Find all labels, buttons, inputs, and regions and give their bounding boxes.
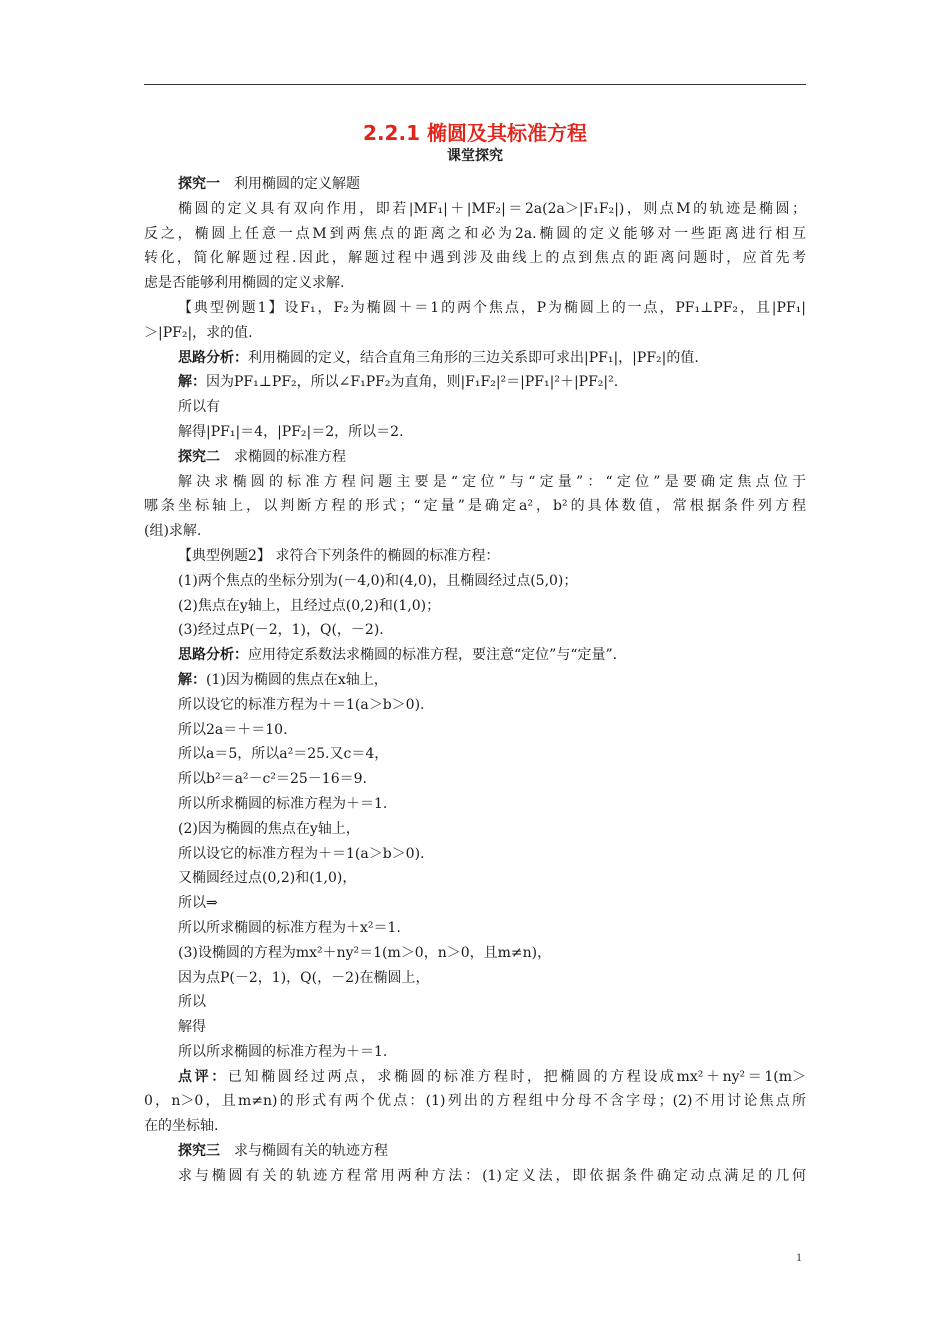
line-text: 所以所求椭圆的标准方程为＋x²＝1. — [178, 919, 401, 936]
line-label: 思路分析： — [178, 349, 248, 366]
text-line — [144, 346, 806, 371]
page-subtitle: 课堂探究 — [447, 148, 503, 164]
text-line — [144, 767, 806, 792]
line-label: 探究一 — [178, 176, 220, 192]
line-label: 解： — [178, 671, 206, 688]
line-text: (3)设椭圆的方程为mx²＋ny²＝1(m＞0，n＞0，且m≠n)， — [178, 944, 552, 961]
line-text: (2)因为椭圆的焦点在y轴上， — [178, 820, 360, 837]
line-label: 探究三 — [178, 1143, 220, 1160]
text-line — [144, 1015, 806, 1040]
line-text: 0，n＞0，且m≠n)的形式有两个优点：(1)列出的方程组中分母不含字母；(2)不用讨论焦点所 — [144, 1093, 806, 1110]
text-line — [144, 569, 806, 594]
line-text: 利用椭圆的定义，结合直角三角形的三边关系即可求出|PF₁|，|PF₂|的值. — [248, 349, 699, 366]
text-line — [144, 395, 806, 420]
text-line — [144, 370, 806, 395]
text-line — [144, 891, 806, 916]
line-text: 虑是否能够利用椭圆的定义求解. — [144, 275, 345, 292]
line-text: (1)两个焦点的坐标分别为(－4,0)和(4,0)，且椭圆经过点(5,0)； — [178, 572, 578, 589]
text-line — [144, 222, 806, 247]
text-line — [144, 1040, 806, 1065]
text-lines — [144, 172, 806, 1189]
text-line — [144, 966, 806, 991]
line-text: 所以设它的标准方程为＋＝1(a＞b＞0). — [178, 845, 425, 862]
line-label: 点评： — [178, 1068, 228, 1085]
text-line — [144, 197, 806, 222]
line-text: 所以b²＝a²－c²＝25－16＝9. — [178, 771, 367, 788]
line-text: 所以2a＝＋＝10. — [178, 721, 288, 738]
text-line — [144, 916, 806, 941]
text-line — [144, 643, 806, 668]
line-text: 转化，简化解题过程.因此，解题过程中遇到涉及曲线上的点到焦点的距离问题时，应首先考 — [144, 250, 806, 267]
line-label: 解： — [178, 374, 206, 391]
text-line — [144, 618, 806, 643]
text-line — [144, 420, 806, 445]
text-line — [144, 594, 806, 619]
line-text: 求与椭圆有关的轨迹方程 — [220, 1143, 388, 1160]
text-line — [144, 296, 806, 321]
line-text: 已知椭圆经过两点，求椭圆的标准方程时，把椭圆的方程设成mx²＋ny²＝1(m＞ — [227, 1068, 806, 1085]
line-text: 解得 — [178, 1019, 206, 1036]
line-text: (2)焦点在y轴上，且经过点(0,2)和(1,0)； — [178, 597, 441, 614]
text-line — [144, 866, 806, 891]
text-line — [144, 817, 806, 842]
line-text: 所以 — [178, 994, 206, 1011]
text-line — [144, 321, 806, 346]
line-text: 在的坐标轴. — [144, 1118, 219, 1135]
text-line — [144, 990, 806, 1015]
text-line — [144, 718, 806, 743]
line-text: 利用椭圆的定义解题 — [220, 176, 360, 192]
line-text: 所以所求椭圆的标准方程为＋＝1. — [178, 795, 388, 812]
text-line — [144, 792, 806, 817]
text-line — [144, 668, 806, 693]
text-line — [144, 1139, 806, 1164]
text-line — [144, 544, 806, 569]
line-label: 探究二 — [178, 448, 220, 465]
line-text: 求与椭圆有关的轨迹方程常用两种方法：(1)定义法，即依据条件确定动点满足的几何 — [178, 1167, 806, 1184]
line-text: 解决求椭圆的标准方程问题主要是“定位”与“定量”：“定位”是要确定焦点位于 — [178, 473, 806, 490]
line-text: 反之，椭圆上任意一点M到两焦点的距离之和必为2a.椭圆的定义能够对一些距离进行相互 — [144, 225, 806, 242]
text-line — [144, 519, 806, 544]
line-label: 思路分析： — [178, 647, 248, 664]
text-line — [144, 1114, 806, 1139]
line-text: 因为点P(－2，1)，Q(，－2)在椭圆上， — [178, 969, 430, 986]
line-text: 所以有 — [178, 399, 220, 416]
line-text: ＞|PF₂|，求的值. — [144, 324, 253, 341]
text-line — [144, 172, 806, 197]
line-text: 又椭圆经过点(0,2)和(1,0)， — [178, 870, 357, 887]
text-line — [144, 693, 806, 718]
line-text: 求椭圆的标准方程 — [220, 448, 346, 465]
line-text: 【典型例题1】设F₁，F₂为椭圆＋＝1的两个焦点，P为椭圆上的一点，PF₁⊥PF₂，且|PF₁| — [178, 299, 806, 316]
line-text: 【典型例题2】 求符合下列条件的椭圆的标准方程： — [178, 547, 500, 564]
line-text: 椭圆的定义具有双向作用，即若|MF₁|＋|MF₂|＝2a(2a＞|F₁F₂|)，则点M的轨迹是椭圆； — [178, 200, 806, 217]
line-text: (3)经过点P(－2，1)，Q(，－2). — [178, 622, 384, 639]
text-line — [144, 1065, 806, 1090]
text-line — [144, 271, 806, 296]
line-text: 所以设它的标准方程为＋＝1(a＞b＞0). — [178, 696, 425, 713]
page-title: 2.2.1 椭圆及其标准方程 — [363, 121, 587, 145]
line-text: 所以所求椭圆的标准方程为＋＝1. — [178, 1043, 388, 1060]
line-text: 解得|PF₁|＝4，|PF₂|＝2，所以＝2. — [178, 423, 404, 440]
line-text: 所以a＝5，所以a²＝25.又c＝4， — [178, 746, 389, 763]
line-text: 所以⇒ — [178, 895, 218, 912]
line-text: 应用待定系数法求椭圆的标准方程，要注意“定位”与“定量”. — [248, 647, 618, 664]
document-body — [144, 120, 806, 1189]
text-line — [144, 494, 806, 519]
text-line — [144, 742, 806, 767]
line-text: 因为PF₁⊥PF₂，所以∠F₁PF₂为直角，则|F₁F₂|²＝|PF₁|²＋|PF₂|². — [206, 374, 619, 391]
text-line — [144, 1164, 806, 1189]
page-number: 1 — [796, 1250, 802, 1264]
text-line — [144, 1089, 806, 1114]
text-line — [144, 941, 806, 966]
text-line — [144, 445, 806, 470]
line-text: (1)因为椭圆的焦点在x轴上， — [206, 671, 388, 688]
line-text: (组)求解. — [144, 523, 202, 540]
text-line — [144, 470, 806, 495]
line-text: 哪条坐标轴上，以判断方程的形式；“定量”是确定a²，b²的具体数值，常根据条件列方程 — [144, 498, 806, 515]
header-rule — [144, 84, 806, 85]
text-line — [144, 842, 806, 867]
text-line — [144, 246, 806, 271]
